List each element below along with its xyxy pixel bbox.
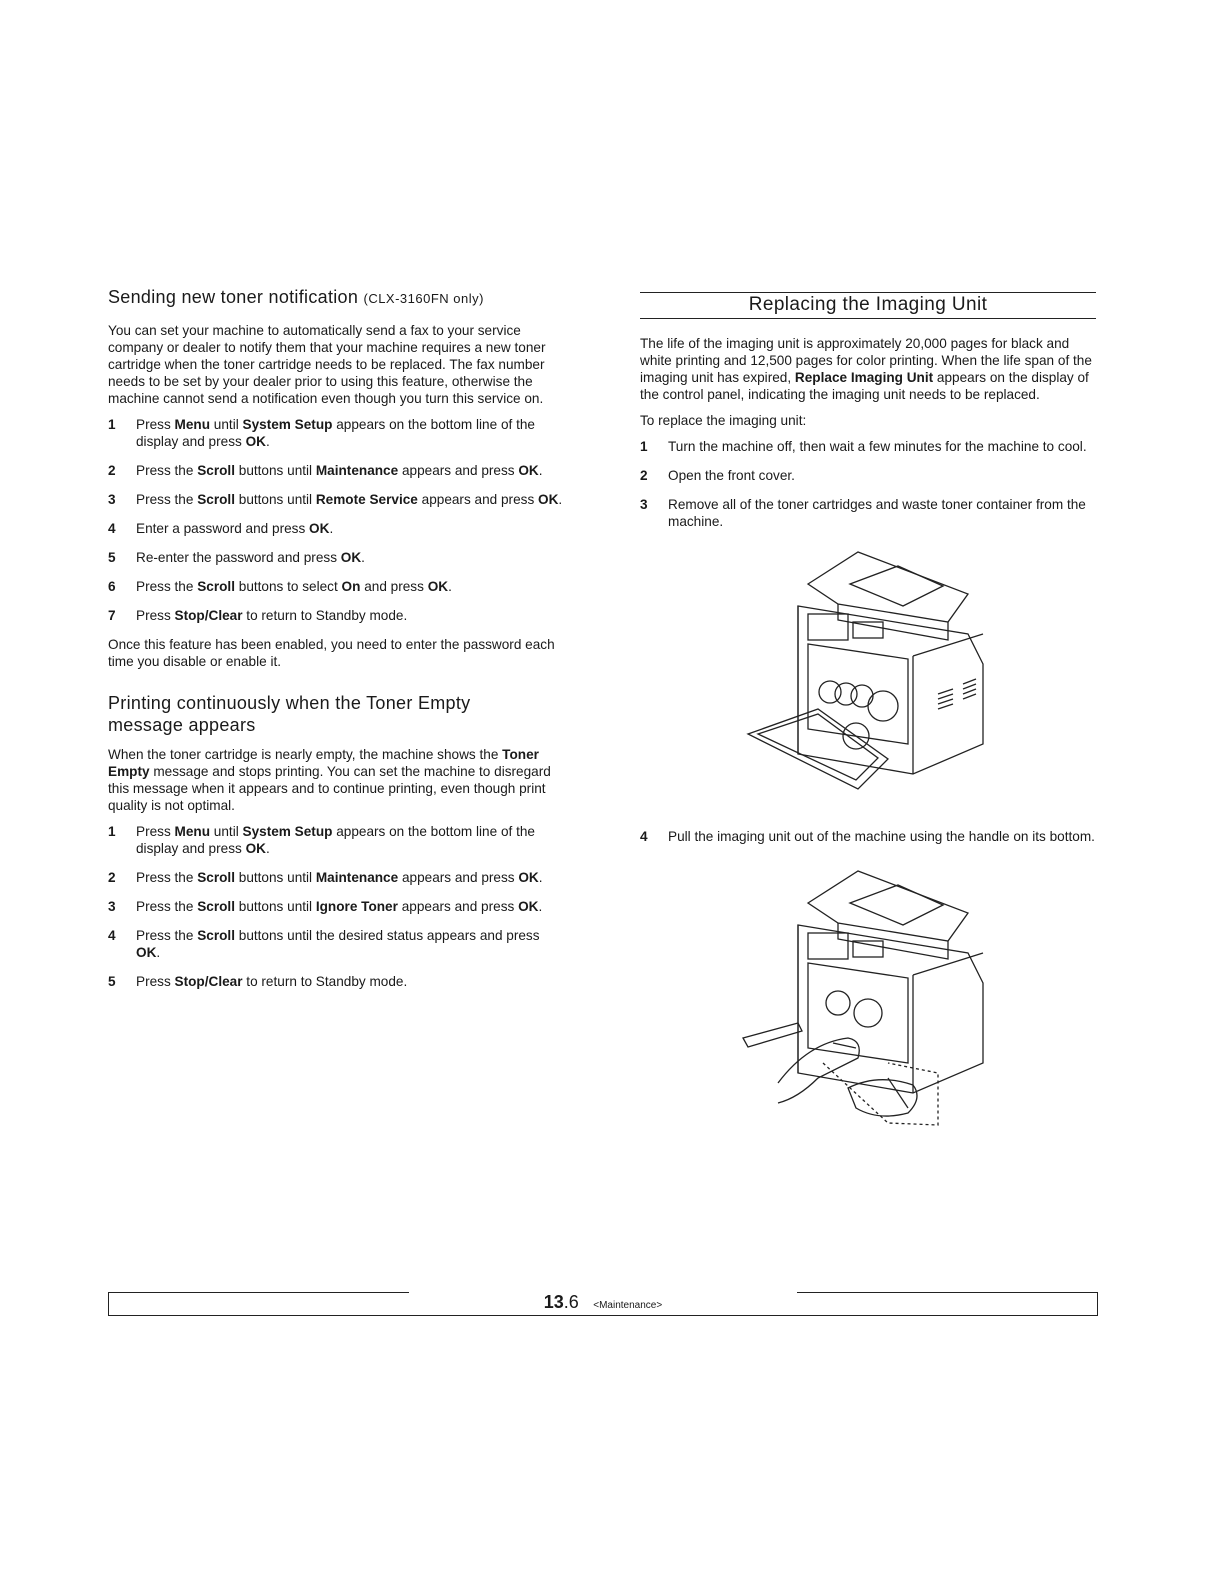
list-item: 4 Enter a password and press OK.: [108, 521, 334, 536]
list-item: 3 Press the Scroll buttons until Ignore Toner appears and press OK.: [108, 899, 543, 914]
right-column: [640, 292, 1096, 1153]
list-item: 6 Press the Scroll buttons to select On and press OK.: [108, 579, 452, 594]
section-title-imaging-unit: Replacing the Imaging Unit: [640, 292, 1096, 319]
footer-page-number: 13.6 <Maintenance>: [543, 1292, 663, 1312]
list-item: 1 Turn the machine off, then wait a few minutes for the machine to cool.: [640, 439, 1087, 454]
list-item: 4 Pull the imaging unit out of the machine using the handle on its bottom.: [640, 829, 1095, 844]
page-footer: [108, 1292, 1098, 1316]
printer-open-cover-illustration: [738, 544, 998, 804]
paragraph-intro: You can set your machine to automatically send a fax to your service company or dealer to notify them that your machine requires a new toner cartridge when the toner cartridge needs to be replaced. The fax number needs to be set by your dealer prior to using this feature, otherwise the machine cannot send a notification even though you turn this service on.: [108, 323, 546, 406]
list-item: 4 Press the Scroll buttons until the desired status appears and press OK.: [108, 928, 540, 960]
list-item: 1 Press Menu until System Setup appears on the bottom line of the display and press OK.: [108, 417, 535, 449]
list-item: 3 Remove all of the toner cartridges and waste toner container from the machine.: [640, 497, 1086, 529]
steps-list-notification: [108, 416, 564, 624]
steps-list-imaging: [640, 438, 1096, 530]
imaging-unit-removal-illustration: [738, 863, 998, 1153]
paragraph-lead: To replace the imaging unit:: [640, 413, 807, 428]
section-title-toner-notification: Sending new toner notification (CLX-3160FN only): [108, 287, 484, 307]
list-item: 7 Press Stop/Clear to return to Standby mode.: [108, 608, 408, 623]
steps-list-imaging-cont: [640, 828, 1096, 845]
list-item: 2 Open the front cover.: [640, 468, 795, 483]
list-item: 1 Press Menu until System Setup appears on the bottom line of the display and press OK.: [108, 824, 535, 856]
paragraph-toner-empty: When the toner cartridge is nearly empty, the machine shows the Toner Empty message and stops printing. You can set the machine to disregard this message when it appears and to continue printing, even though print quality is not optimal.: [108, 747, 551, 813]
list-item: 5 Press Stop/Clear to return to Standby mode.: [108, 974, 408, 989]
list-item: 5 Re-enter the password and press OK.: [108, 550, 365, 565]
steps-list-toner-empty: [108, 823, 564, 990]
section-title-toner-empty: Printing continuously when the Toner Empty message appears: [108, 693, 471, 735]
list-item: 2 Press the Scroll buttons until Maintenance appears and press OK.: [108, 870, 543, 885]
paragraph-outro: Once this feature has been enabled, you need to enter the password each time you disable or enable it.: [108, 637, 555, 669]
list-item: 3 Press the Scroll buttons until Remote Service appears and press OK.: [108, 492, 563, 507]
paragraph-imaging-intro: The life of the imaging unit is approximately 20,000 pages for black and white printing and 12,500 pages for color printing. When the life span of the imaging unit has expired, Replace Imaging Unit appears on the display of the control panel, indicating the imaging unit needs to be replaced.: [640, 336, 1092, 402]
left-column: [108, 286, 564, 1002]
footer-chapter-label: <Maintenance>: [593, 1300, 663, 1311]
list-item: 2 Press the Scroll buttons until Maintenance appears and press OK.: [108, 463, 543, 478]
